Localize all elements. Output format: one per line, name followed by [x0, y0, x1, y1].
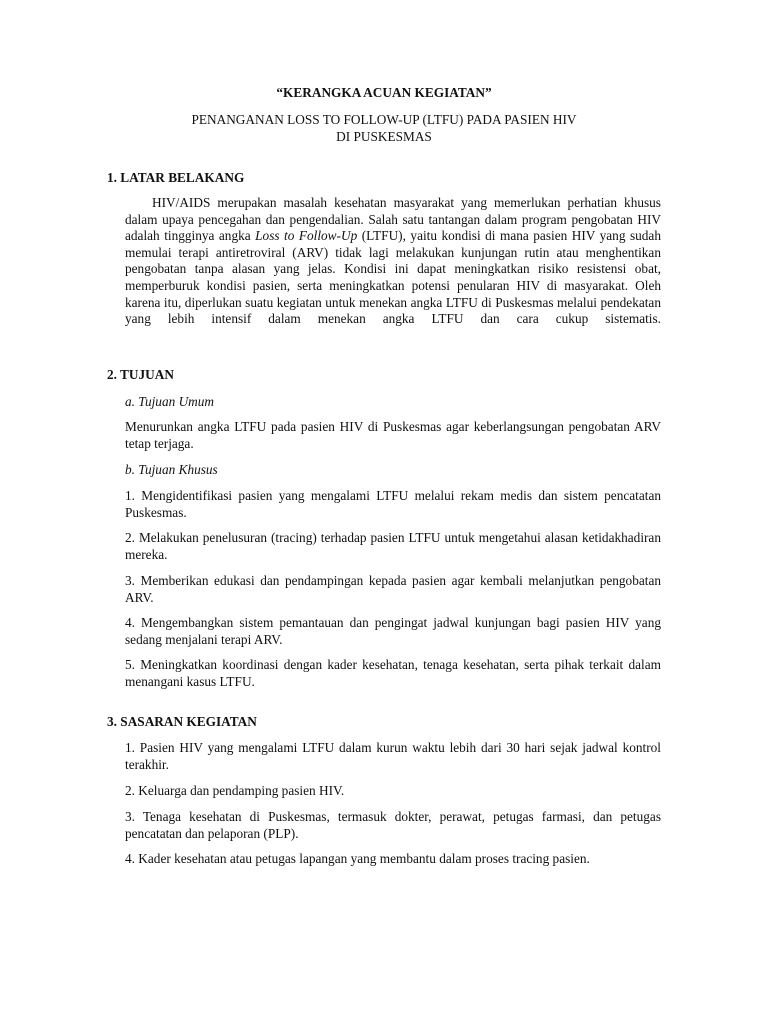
subheading-tujuan-khusus: b. Tujuan Khusus — [125, 462, 218, 477]
tujuan-khusus-item: 4. Mengembangkan sistem pemantauan dan pengingat jadwal kunjungan bagi pasien HIV yang sedang menjalani terapi ARV. — [125, 615, 661, 647]
sasaran-item: 3. Tenaga kesehatan di Puskesmas, termasuk dokter, perawat, petugas farmasi, dan petugas pencatatan dan pelaporan (PLP). — [125, 809, 661, 841]
tujuan-khusus-item: 2. Melakukan penelusuran (tracing) terhadap pasien LTFU untuk mengetahui alasan ketidakhadiran mereka. — [125, 530, 661, 562]
tujuan-khusus-item: 1. Mengidentifikasi pasien yang mengalami LTFU melalui rekam medis dan sistem pencatatan Puskesmas. — [125, 488, 661, 520]
latar-belakang-italic-term: Loss to Follow-Up — [255, 228, 358, 244]
section-heading-sasaran-kegiatan: 3. SASARAN KEGIATAN — [107, 714, 257, 729]
document-title: “KERANGKA ACUAN KEGIATAN” — [276, 85, 492, 100]
tujuan-umum-paragraph: Menurunkan angka LTFU pada pasien HIV di Puskesmas agar keberlangsungan pengobatan ARV tetap terjaga. — [125, 419, 661, 451]
sasaran-item: 4. Kader kesehatan atau petugas lapangan yang membantu dalam proses tracing pasien. — [125, 851, 590, 866]
sasaran-item: 1. Pasien HIV yang mengalami LTFU dalam kurun waktu lebih dari 30 hari sejak jadwal kontrol terakhir. — [125, 740, 661, 772]
subtitle-line-1: PENANGANAN LOSS TO FOLLOW-UP (LTFU) PADA PASIEN HIV — [191, 112, 577, 127]
subheading-tujuan-umum: a. Tujuan Umum — [125, 394, 215, 409]
section-heading-latar-belakang: 1. LATAR BELAKANG — [107, 170, 245, 185]
tujuan-khusus-item: 5. Meningkatkan koordinasi dengan kader kesehatan, tenaga kesehatan, serta pihak terkait dalam menangani kasus LTFU. — [125, 657, 661, 689]
subtitle-line-2: DI PUSKESMAS — [336, 128, 432, 144]
tujuan-khusus-item: 3. Memberikan edukasi dan pendampingan kepada pasien agar kembali melanjutkan pengobatan ARV. — [125, 573, 661, 605]
sasaran-item: 2. Keluarga dan pendamping pasien HIV. — [125, 783, 345, 798]
latar-belakang-text-2: (LTFU), yaitu kondisi di mana pasien HIV yang sudah memulai terapi antiretroviral (ARV) tidak lagi melakukan kunjungan rutin atau menghentikan pengobatan tanpa alasan yang jelas. Kondisi ini dapat meningkatkan risiko resistensi obat, memperburuk kondisi pasien, serta meningkatkan potensi penularan HIV di masyarakat. Oleh karena itu, diperlukan suatu kegiatan untuk menekan angka LTFU di Puskesmas melalui pendekatan yang lebih intensif dalam menekan angka LTFU dan cara cukup sistematis. — [125, 228, 661, 327]
document-subtitle — [0, 112, 768, 145]
section-heading-tujuan: 2. TUJUAN — [107, 367, 174, 382]
latar-belakang-paragraph — [125, 195, 661, 328]
latar-belakang-text-1: HIV/AIDS merupakan masalah kesehatan masyarakat yang memerlukan perhatian khusus dalam upaya pencegahan dan pengendalian. Salah satu tantangan dalam program pengobatan HIV adalah tingginya angka — [125, 195, 661, 244]
